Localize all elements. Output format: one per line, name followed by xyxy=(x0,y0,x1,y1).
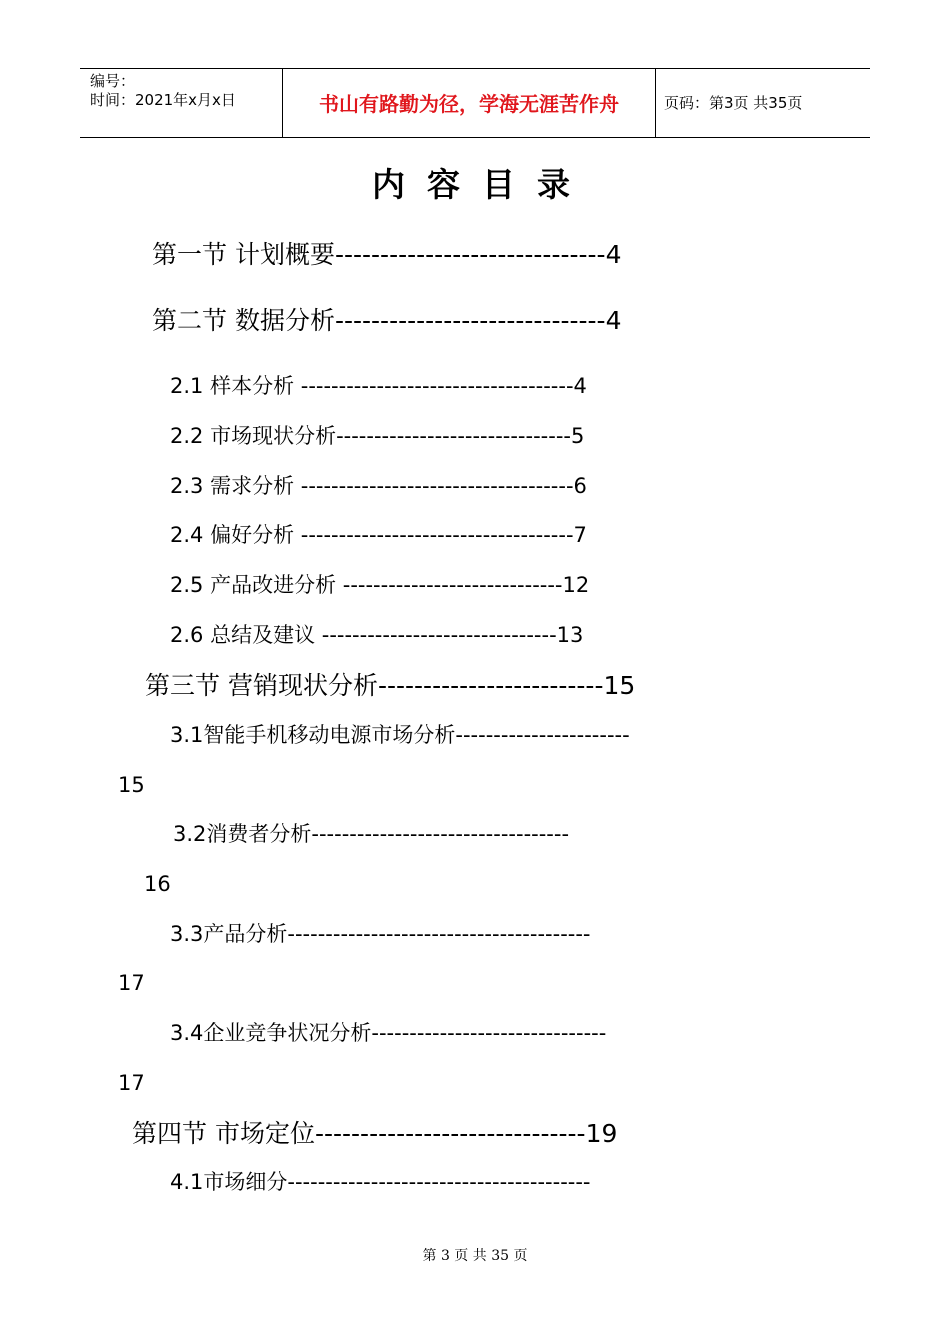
toc-entry-section-3[interactable]: 第三节 营销现状分析-------------------------15 xyxy=(145,671,636,700)
toc-entry-2-4[interactable]: 2.4 偏好分析 ------------------------------------7 xyxy=(170,523,587,547)
toc-entry-3-1[interactable]: 3.1智能手机移动电源市场分析----------------------- xyxy=(170,723,630,747)
toc-entry-2-5[interactable]: 2.5 产品改进分析 -----------------------------12 xyxy=(170,573,590,597)
toc-page-3-4: 17 xyxy=(118,1071,145,1095)
toc-page-3-2: 16 xyxy=(144,872,171,896)
toc-entry-3-2[interactable]: 3.2消费者分析---------------------------------- xyxy=(173,822,570,846)
header-left-cell xyxy=(80,69,283,137)
toc-entry-section-2[interactable]: 第二节 数据分析------------------------------4 xyxy=(152,306,622,335)
toc-entry-3-3[interactable]: 3.3产品分析---------------------------------------- xyxy=(170,922,591,946)
page-title: 内容目录 xyxy=(372,165,592,204)
toc-page-3-3: 17 xyxy=(118,971,145,995)
toc-entry-4-1[interactable]: 4.1市场细分---------------------------------------- xyxy=(170,1170,591,1194)
toc-entry-2-6[interactable]: 2.6 总结及建议 -------------------------------13 xyxy=(170,623,584,647)
toc-entry-2-3[interactable]: 2.3 需求分析 ------------------------------------6 xyxy=(170,474,587,498)
header-motto: 书山有路勤为径，学海无涯苦作舟 xyxy=(319,92,619,116)
doc-number-label: 编号： xyxy=(90,72,136,90)
time-label: 时间：2021年x月x日 xyxy=(90,91,236,109)
header-middle-cell xyxy=(283,69,656,137)
header-page-info: 页码：第3页 共35页 xyxy=(664,94,803,112)
toc-page-3-1: 15 xyxy=(118,773,145,797)
page-header xyxy=(80,68,870,138)
toc-entry-section-1[interactable]: 第一节 计划概要------------------------------4 xyxy=(152,240,622,269)
toc-entry-section-4[interactable]: 第四节 市场定位------------------------------19 xyxy=(132,1119,618,1148)
toc-entry-3-4[interactable]: 3.4企业竞争状况分析------------------------------- xyxy=(170,1021,607,1045)
header-right-cell xyxy=(656,69,870,137)
toc-entry-2-2[interactable]: 2.2 市场现状分析-------------------------------5 xyxy=(170,424,585,448)
page-footer: 第 3 页 共 35 页 xyxy=(422,1248,528,1264)
toc-entry-2-1[interactable]: 2.1 样本分析 ------------------------------------4 xyxy=(170,374,587,398)
